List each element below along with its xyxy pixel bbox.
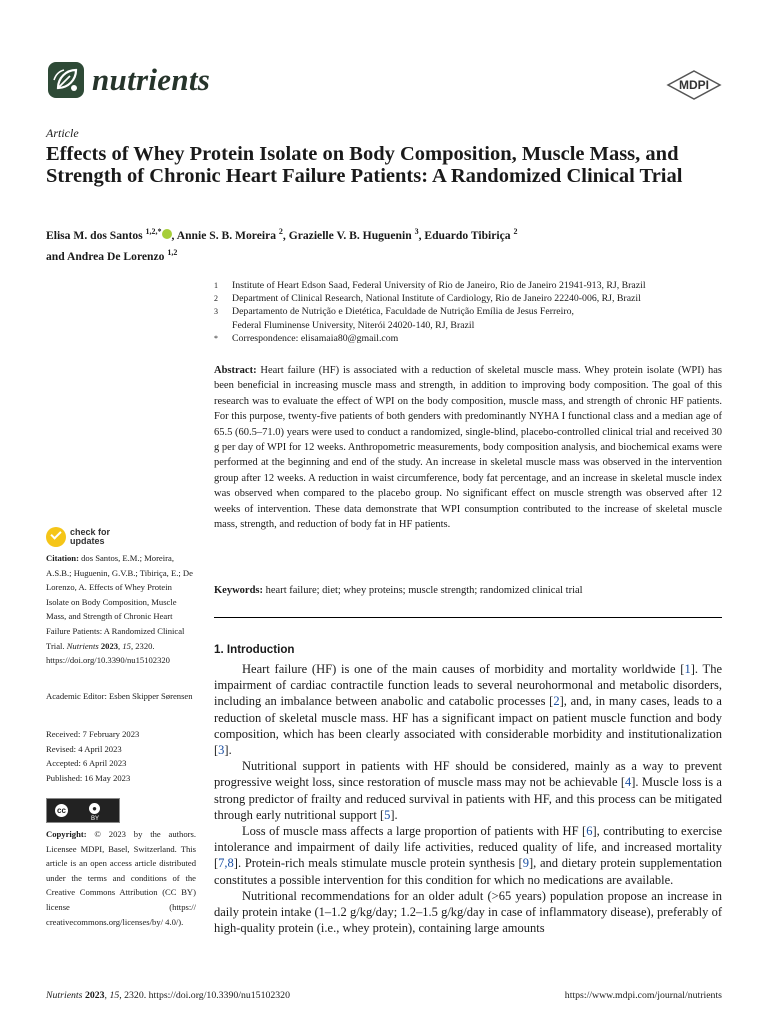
paragraph: Nutritional support in patients with HF should be considered, mainly as a way to prevent progressive weight loss, since restoration of muscle mass may not be achievable [4]. Muscle loss is a strong predictor of frailty and reduced survival in patients with HF, and this process can be mitigated through early nutritional support [5]. <box>214 759 722 822</box>
author-affiliation-marker: 2 <box>513 227 518 236</box>
author-name[interactable]: Elisa M. dos Santos <box>46 228 143 242</box>
keywords-text: heart failure; diet; whey proteins; muscle strength; randomized clinical trial <box>265 585 583 596</box>
reference-link[interactable]: 7,8 <box>218 856 234 871</box>
journal-logo-icon <box>46 60 86 100</box>
author-name[interactable]: Annie S. B. Moreira <box>176 228 277 242</box>
citation-year: 2023 <box>100 640 119 651</box>
cc-by-license-icon[interactable] <box>46 798 120 823</box>
footer-volume: 15 <box>109 990 120 1001</box>
section-divider <box>214 617 722 618</box>
article-type: Article <box>46 126 79 140</box>
citation-text: dos Santos, E.M.; Moreira, A.S.B.; Huguenin, G.V.B.; Tibiriça, E.; De Lorenzo, A. Effects of Whey Protein Isolate on Body Composition, Muscle Mass, and Strength of Chronic Heart Failure Patients: A Randomized Clinical Trial. <box>46 553 193 651</box>
affiliation-row <box>214 332 734 345</box>
citation-label: Citation: <box>46 553 79 563</box>
affiliation-row <box>214 292 734 305</box>
footer-doi-link[interactable]: , 2320. https://doi.org/10.3390/nu15102320 <box>119 990 290 1001</box>
reference-link[interactable]: 4 <box>625 775 632 790</box>
paragraph: Heart failure (HF) is one of the main causes of morbidity and mortality worldwide [1]. The impairment of cardiac contractile function leads to several neurohormonal and metabolic disorders, including an imbalance between anabolic and catabolic processes [2], and, in many cases, leads to a reduction of skeletal muscle mass. HF has a significant impact on patient muscle function and body composition, which has been clearly associated with considerable morbidity and institutionalization [3]. <box>214 662 722 758</box>
orcid-icon[interactable] <box>162 229 172 239</box>
abstract <box>214 363 722 532</box>
cc-icon: cc <box>53 802 70 819</box>
reference-link[interactable]: 3 <box>218 743 225 758</box>
footer-year: 2023 <box>84 990 105 1001</box>
date-revised: Revised: 4 April 2023 <box>46 743 122 754</box>
paragraph: Loss of muscle mass affects a large proportion of patients with HF [6], contributing to exercise intolerance and impairment of daily life activities, reduced quality of life, and increased mortality [7,8]. Protein-rich meals stimulate muscle protein synthesis [9], and dietary protein supplementation constitutes a possible intervention for this condition for which no medications are available. <box>214 824 722 887</box>
journal-name: nutrients <box>92 62 211 97</box>
affiliations <box>214 279 734 345</box>
check-updates-icon <box>46 527 66 547</box>
copyright-block <box>46 827 196 929</box>
author-name[interactable]: Andrea De Lorenzo <box>66 249 165 263</box>
introduction-body <box>214 661 722 936</box>
citation-block: Citation: dos Santos, E.M.; Moreira, A.S.B.; Huguenin, G.V.B.; Tibiriça, E.; De Lorenzo, A. Effects of Whey Protein Isolate on Body Composition, Muscle Mass, and Strength of Chronic Heart Failure Patients: A Randomized Clinical Trial. Nutrients 2023, 15, 2320. https://doi.org/10.3390/nu15102320 <box>46 553 193 666</box>
affiliation-row <box>214 319 734 332</box>
author-name[interactable]: Grazielle V. B. Huguenin <box>288 228 412 242</box>
affiliation-number <box>214 319 232 332</box>
date-received: Received: 7 February 2023 <box>46 729 140 739</box>
citation-doi-link[interactable]: , 2320. https://doi.org/10.3390/nu15102320 <box>46 640 170 666</box>
abstract-text: Heart failure (HF) is associated with a reduction of skeletal muscle mass. Whey protein isolate (WPI) has been beneficial in increasing muscle mass and strength, in addition to improving body composition. The goal of this research was to evaluate the effect of WPI on the body composition, muscle mass, and strength of chronic HF patients. For this purpose, twenty-five patients of both genders with predominantly NYHA I functional class and a median age of 65.5 (60.5–71.0) years were used to conduct a randomized, single-blind, placebo-controlled clinical trial and received 30 g per day of WPI for 12 weeks. Anthropometric measurements, body composition analysis, and biochemical exams were performed at the beginning and end of the study. An increase in skeletal muscle mass was observed in the intervention group after 12 weeks. A reduction in waist circumference, body fat percentage, and an increase in skeletal muscle index was observed when compared to the placebo group. No significant effect on muscle strength was observed after 12 weeks of intervention. These data demonstrate that WPI consumption contributed to the increase of skeletal muscle mass, strength, and reduction of body fat in HF patients. <box>214 365 723 531</box>
author-list: Elisa M. dos Santos $^{1,2,*}$ , Annie S. B. Moreira $^2$, Grazielle V. B. Huguenin $^3$, Eduardo Tibiriça $^2$ and Andrea De Lorenzo $^{1,2}$ <box>46 227 518 263</box>
footer-journal-url[interactable]: https://www.mdpi.com/journal/nutrients <box>564 990 722 1001</box>
correspondence-email[interactable]: Correspondence: elisamaia80@gmail.com <box>232 332 399 344</box>
footer-journal: Nutrients <box>46 990 83 1001</box>
cc-by-label: BY <box>91 816 100 822</box>
reference-link[interactable]: 1 <box>684 662 691 676</box>
author-affiliation-marker: 1,2,* <box>145 227 162 236</box>
author-name[interactable]: Eduardo Tibiriça <box>424 228 511 242</box>
copyright-label: Copyright: <box>46 829 87 839</box>
author-affiliation-marker: 1,2 <box>167 247 178 257</box>
paragraph: Nutritional recommendations for an older adult (>65 years) population propose an increase in daily protein intake (1–1.2 g/kg/day; 1.2–1.5 g/kg/day in case of inflammatory disease), preferably of high-quality protein (i.e., whey protein), containing large amounts <box>214 888 722 936</box>
reference-link[interactable]: 2 <box>553 694 560 709</box>
affiliation-text: Department of Clinical Research, National Institute of Cardiology, Rio de Janeiro 22240-006, RJ, Brazil <box>232 293 641 305</box>
affiliation-number: * <box>214 333 218 343</box>
section-heading: 1. Introduction <box>214 643 295 656</box>
keywords <box>214 583 722 598</box>
article-title: Effects of Whey Protein Isolate on Body Composition, Muscle Mass, and Strength of Chronic Heart Failure Patients: A Randomized Clinical Trial <box>46 143 683 187</box>
academic-editor: Academic Editor: Esben Skipper Sørensen <box>46 691 193 701</box>
reference-link[interactable]: 9 <box>522 856 529 871</box>
affiliation-text: Federal Fluminense University, Niterói 24020-140, RJ, Brazil <box>232 319 475 331</box>
check-updates-label: check for updates <box>70 527 111 546</box>
check-for-updates-button[interactable] <box>46 527 166 549</box>
affiliation-number: 3 <box>214 307 218 317</box>
copyright-text: © 2023 by the authors. Licensee MDPI, Basel, Switzerland. This article is an open access article distributed under the terms and conditions of the Creative Commons Attribution (CC BY) license (https:// creativecommons.org/licenses/by/ 4.0/). <box>46 829 196 927</box>
affiliation-number: 1 <box>214 281 218 290</box>
attribution-icon: ● <box>87 801 102 816</box>
affiliation-row <box>214 279 734 292</box>
reference-link[interactable]: 5 <box>384 807 391 822</box>
citation-journal: Nutrients <box>66 640 99 651</box>
affiliation-text: Institute of Heart Edson Saad, Federal University of Rio de Janeiro, Rio de Janeiro 21941-913, RJ, Brazil <box>232 280 646 291</box>
author-affiliation-marker: 3 <box>414 227 419 236</box>
footer-citation: Nutrients 2023, 15, 2320. https://doi.org/10.3390/nu15102320 <box>46 990 290 1001</box>
publisher-name: MDPI <box>679 78 709 92</box>
citation-volume: 15 <box>122 640 131 651</box>
author-affiliation-marker: 2 <box>278 227 283 236</box>
affiliation-row <box>214 305 734 318</box>
date-published: Published: 16 May 2023 <box>46 772 131 783</box>
affiliation-number: 2 <box>214 294 218 304</box>
date-accepted: Accepted: 6 April 2023 <box>46 758 127 769</box>
keywords-label: Keywords: <box>214 585 263 596</box>
reference-link[interactable]: 6 <box>586 824 593 839</box>
publication-dates <box>46 727 196 785</box>
affiliation-text: Departamento de Nutrição e Dietética, Faculdade de Nutrição Emília de Jesus Ferreiro, <box>232 306 574 318</box>
abstract-label: Abstract: <box>214 365 257 376</box>
